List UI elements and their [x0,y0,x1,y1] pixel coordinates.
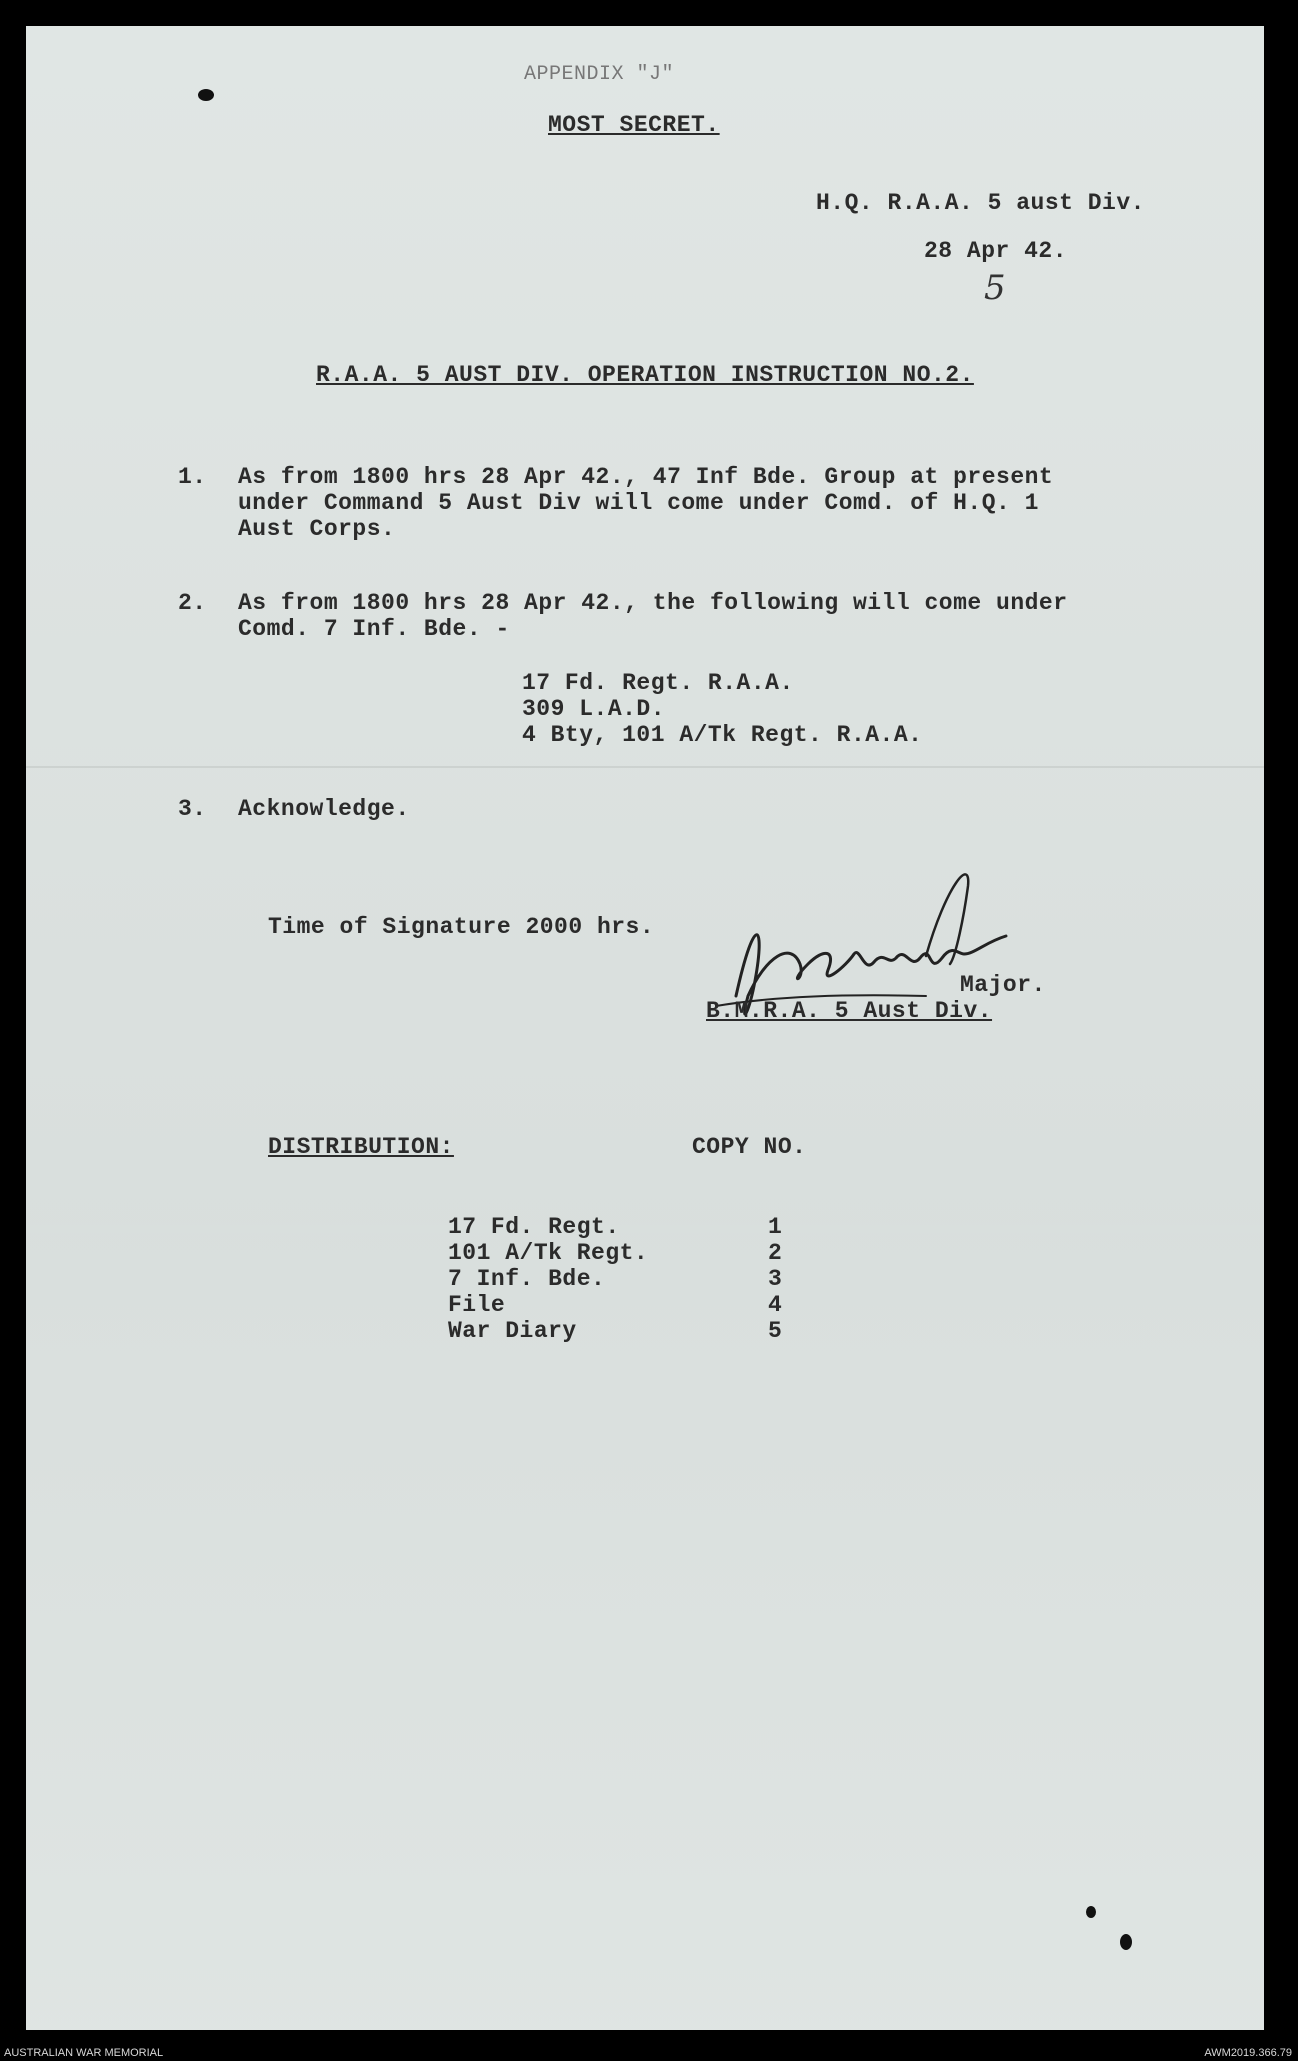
distribution-recipient: File [448,1292,506,1318]
classification-label: MOST SECRET. [548,112,720,138]
fold-line [26,766,1264,768]
header-date: 28 Apr 42. [924,238,1068,264]
para2-number: 2. [178,590,207,616]
ink-spot [1120,1934,1132,1950]
unit-item: 17 Fd. Regt. R.A.A. [522,670,794,696]
distribution-recipient: 101 A/Tk Regt. [448,1240,649,1266]
para2-line: As from 1800 hrs 28 Apr 42., the following will come under [238,590,1068,616]
unit-item: 309 L.A.D. [522,696,666,722]
signature-rank: Major. [960,972,1046,998]
para1-line: As from 1800 hrs 28 Apr 42., 47 Inf Bde. Group at present [238,464,1054,490]
document-page [26,26,1264,2030]
header-unit: H.Q. R.A.A. 5 aust Div. [816,190,1145,216]
distribution-copy: 4 [768,1292,783,1318]
para1-line: Aust Corps. [238,516,396,542]
distribution-copy: 5 [768,1318,783,1344]
para3-number: 3. [178,796,207,822]
document-title: R.A.A. 5 AUST DIV. OPERATION INSTRUCTION NO.2. [316,362,974,388]
footer-credit: AUSTRALIAN WAR MEMORIAL [4,2047,164,2059]
distribution-recipient: 7 Inf. Bde. [448,1266,606,1292]
distribution-recipient: 17 Fd. Regt. [448,1214,620,1240]
distribution-recipient: War Diary [448,1318,577,1344]
handwritten-page-number: 5 [984,268,1006,308]
para2-line: Comd. 7 Inf. Bde. - [238,616,510,642]
distribution-copy: 2 [768,1240,783,1266]
time-of-signature: Time of Signature 2000 hrs. [268,914,655,940]
para3-text: Acknowledge. [238,796,410,822]
copy-no-label: COPY NO. [692,1134,807,1160]
appendix-label: APPENDIX "J" [524,63,675,86]
ink-spot [1086,1906,1096,1918]
para1-number: 1. [178,464,207,490]
unit-item: 4 Bty, 101 A/Tk Regt. R.A.A. [522,722,923,748]
distribution-label: DISTRIBUTION: [268,1134,454,1160]
punch-hole-mark [198,89,214,101]
distribution-copy: 3 [768,1266,783,1292]
para1-line: under Command 5 Aust Div will come under Comd. of H.Q. 1 [238,490,1039,516]
footer-reference: AWM2019.366.79 [1204,2047,1292,2059]
distribution-copy: 1 [768,1214,783,1240]
signature-title: B.M.R.A. 5 Aust Div. [706,998,993,1024]
